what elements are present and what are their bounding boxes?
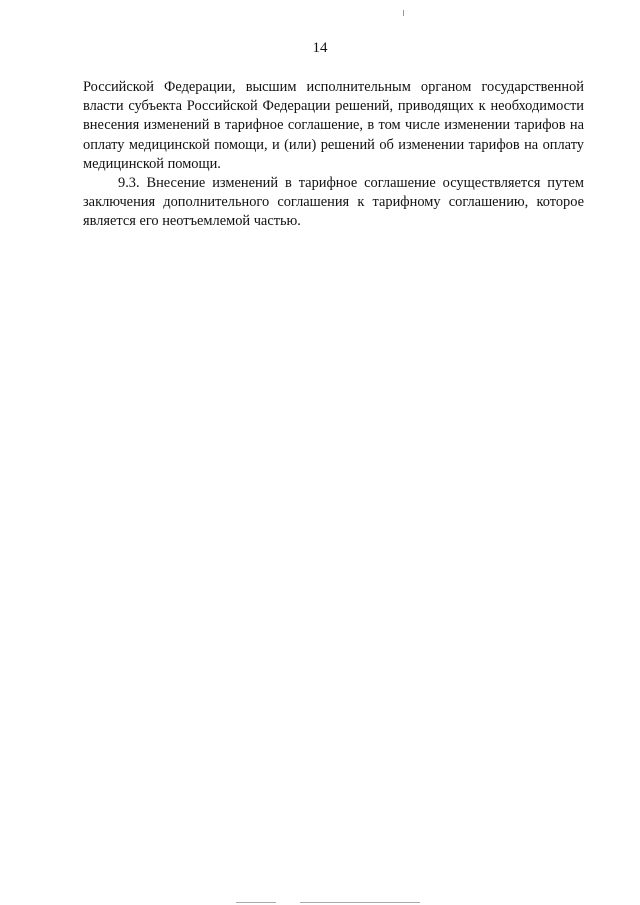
body-text (83, 78, 584, 232)
scan-edge-mark (236, 902, 276, 903)
page-number: 14 (312, 40, 328, 56)
scan-mark (403, 10, 404, 16)
scan-edge-mark (300, 902, 420, 903)
paragraph-9-3: 9.3. Внесение изменений в тарифное соглашение осуществляется путем заключения дополнительного соглашения к тарифному соглашению, которое является его неотъемлемой частью. (83, 175, 584, 230)
paragraph-continuation: Российской Федерации, высшим исполнительным органом государственной власти субъекта Российской Федерации решений, приводящих к необходимости внесения изменений в тарифное соглашение, в том числе изменении тарифов на оплату медицинской помощи, и (или) решений об изменении тарифов на оплату медицинской помощи. (83, 79, 584, 172)
